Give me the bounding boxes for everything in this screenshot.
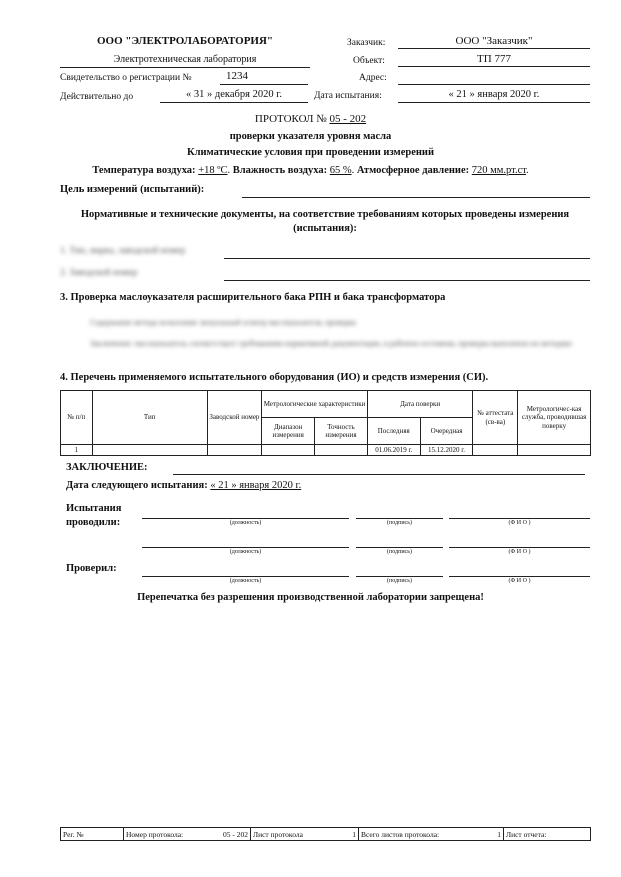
customer-label: Заказчик: bbox=[347, 38, 386, 48]
blurred-text-1: Содержание метода испытания: визуальный осмотр маслоуказателя, проверка bbox=[90, 318, 357, 327]
th-check-date: Дата поверки bbox=[367, 391, 473, 418]
temp-label: Температура воздуха: bbox=[92, 165, 196, 176]
th-type: Тип bbox=[92, 391, 207, 445]
reg-number-underline bbox=[220, 84, 308, 85]
footer-sheet bbox=[251, 828, 359, 841]
goal-label: Цель измерений (испытаний): bbox=[60, 184, 205, 195]
blurred-text-2: Заключение: маслоуказатель соответствует требованиям нормативной документации, в рабочем состоянии, проверка выполнена по методике bbox=[90, 339, 573, 348]
blurred-row-1-underline bbox=[224, 258, 590, 259]
conclusion-underline bbox=[173, 474, 585, 475]
section-4-title: 4. Перечень применяемого испытательного оборудования (ИО) и средств измерения (СИ). bbox=[60, 372, 489, 383]
th-last: Последняя bbox=[367, 418, 420, 445]
signature-line-name-3 bbox=[449, 576, 590, 577]
caption-position-2: (должность) bbox=[229, 549, 262, 555]
th-metro: Метрологические характеристики bbox=[262, 391, 368, 418]
table-row bbox=[61, 445, 591, 456]
humidity-value: 65 % bbox=[329, 165, 352, 176]
th-range: Диапазон измерения bbox=[262, 418, 315, 445]
checked-label: Проверил: bbox=[66, 563, 117, 574]
cell-serial bbox=[207, 445, 262, 456]
signature-line-position-3 bbox=[142, 576, 349, 577]
valid-label: Действительно до bbox=[60, 92, 134, 102]
cell-cert bbox=[473, 445, 518, 456]
cell-next: 15.12.2020 г. bbox=[420, 445, 473, 456]
footer-table bbox=[60, 827, 591, 841]
footer-sheet-value: 1 bbox=[352, 829, 356, 839]
footer-protocol-value: 05 - 202 bbox=[223, 829, 248, 839]
th-serial: Заводской номер bbox=[207, 391, 262, 445]
th-cert: № аттестата (св-ва) bbox=[473, 391, 518, 445]
blurred-row-1: 1. Тип, марка, заводской номер bbox=[60, 246, 186, 256]
equipment-table bbox=[60, 390, 591, 456]
caption-signature-3: (подпись) bbox=[387, 578, 412, 584]
footer-total bbox=[359, 828, 504, 841]
object-value: ТП 777 bbox=[477, 53, 511, 65]
test-date-value: « 21 » января 2020 г. bbox=[448, 89, 540, 100]
next-test-value: « 21 » января 2020 г. bbox=[210, 480, 302, 491]
reg-number: 1234 bbox=[226, 70, 248, 82]
customer-value: ООО "Заказчик" bbox=[455, 35, 533, 47]
caption-name-2: (Ф И О ) bbox=[508, 549, 531, 555]
signature-line-position-2 bbox=[142, 547, 349, 548]
caption-signature-2: (подпись) bbox=[387, 549, 412, 555]
address-label: Адрес: bbox=[359, 73, 387, 83]
cell-accuracy bbox=[315, 445, 368, 456]
cell-service bbox=[518, 445, 591, 456]
cell-num: 1 bbox=[61, 445, 93, 456]
valid-underline bbox=[160, 102, 308, 103]
signature-line-sign-2 bbox=[356, 547, 443, 548]
next-test bbox=[66, 480, 301, 491]
tested-label-2: проводили: bbox=[66, 517, 121, 528]
object-label: Объект: bbox=[353, 56, 385, 66]
pressure-value: 720 мм.рт.ст bbox=[471, 165, 527, 176]
caption-name-1: (Ф И О ) bbox=[508, 520, 531, 526]
caption-name-3: (Ф И О ) bbox=[508, 578, 531, 584]
protocol-number: 05 - 202 bbox=[329, 113, 367, 125]
org-name: ООО "ЭЛЕКТРОЛАБОРАТОРИЯ" bbox=[96, 35, 274, 47]
cell-range bbox=[262, 445, 315, 456]
signature-line-sign-1 bbox=[356, 518, 443, 519]
blurred-row-2-underline bbox=[224, 280, 590, 281]
caption-signature-1: (подпись) bbox=[387, 520, 412, 526]
th-num: № п/п bbox=[61, 391, 93, 445]
protocol-title-prefix: ПРОТОКОЛ № bbox=[254, 113, 327, 125]
footer-reg: Рег. № bbox=[61, 828, 124, 841]
cell-type bbox=[92, 445, 207, 456]
reg-label: Свидетельство о регистрации № bbox=[60, 73, 192, 83]
footer-protocol-label: Номер протокола: bbox=[126, 829, 184, 839]
temp-value: +18 ºC bbox=[198, 165, 228, 176]
lab-type-underline bbox=[60, 67, 310, 68]
signature-line-name-1 bbox=[449, 518, 590, 519]
protocol-title bbox=[0, 113, 621, 125]
climate-values: Температура воздуха: +18 ºC. Влажность воздуха: 65 %. Атмосферное давление: 720 мм.рт.ст. bbox=[92, 165, 529, 176]
valid-value: « 31 » декабря 2020 г. bbox=[186, 89, 282, 100]
footer-report: Лист отчета: bbox=[504, 828, 591, 841]
th-service: Метрологичес-кая служба, проводившая поверку bbox=[518, 391, 591, 445]
tested-label-1: Испытания bbox=[66, 503, 122, 514]
address-underline bbox=[398, 84, 590, 85]
signature-line-position-1 bbox=[142, 518, 349, 519]
lab-type: Электротехническая лаборатория bbox=[113, 54, 257, 65]
norm-docs: Нормативные и технические документы, на соответствие требованиям которых проведены измерения (испытания): bbox=[80, 209, 570, 234]
pressure-label: Атмосферное давление: bbox=[356, 165, 470, 176]
th-accuracy: Точность измерения bbox=[315, 418, 368, 445]
object-underline bbox=[398, 66, 590, 67]
footer-total-label: Всего листов протокола: bbox=[361, 829, 440, 839]
th-next: Очередная bbox=[420, 418, 473, 445]
conclusion-label: ЗАКЛЮЧЕНИЕ: bbox=[66, 462, 148, 473]
goal-underline bbox=[242, 197, 590, 198]
caption-position-1: (должность) bbox=[229, 520, 262, 526]
reprint-warning: Перепечатка без разрешения производственной лаборатории запрещена! bbox=[137, 592, 484, 603]
caption-position-3: (должность) bbox=[229, 578, 262, 584]
signature-line-name-2 bbox=[449, 547, 590, 548]
test-date-underline bbox=[398, 102, 590, 103]
customer-underline bbox=[398, 48, 590, 49]
climate-heading: Климатические условия при проведении измерений bbox=[186, 147, 435, 158]
footer-protocol bbox=[124, 828, 251, 841]
footer-sheet-label: Лист протокола bbox=[253, 829, 303, 839]
section-3-title: 3. Проверка маслоуказателя расширительного бака РПН и бака трансформатора bbox=[60, 292, 446, 303]
humidity-label: Влажность воздуха: bbox=[232, 165, 328, 176]
footer-total-value: 1 bbox=[497, 829, 501, 839]
next-test-label: Дата следующего испытания: bbox=[66, 480, 208, 491]
test-date-label: Дата испытания: bbox=[314, 91, 382, 101]
blurred-row-2: 2. Заводской номер bbox=[60, 268, 138, 278]
protocol-subject: проверки указателя уровня масла bbox=[229, 131, 392, 142]
cell-last: 01.06.2019 г. bbox=[367, 445, 420, 456]
signature-line-sign-3 bbox=[356, 576, 443, 577]
